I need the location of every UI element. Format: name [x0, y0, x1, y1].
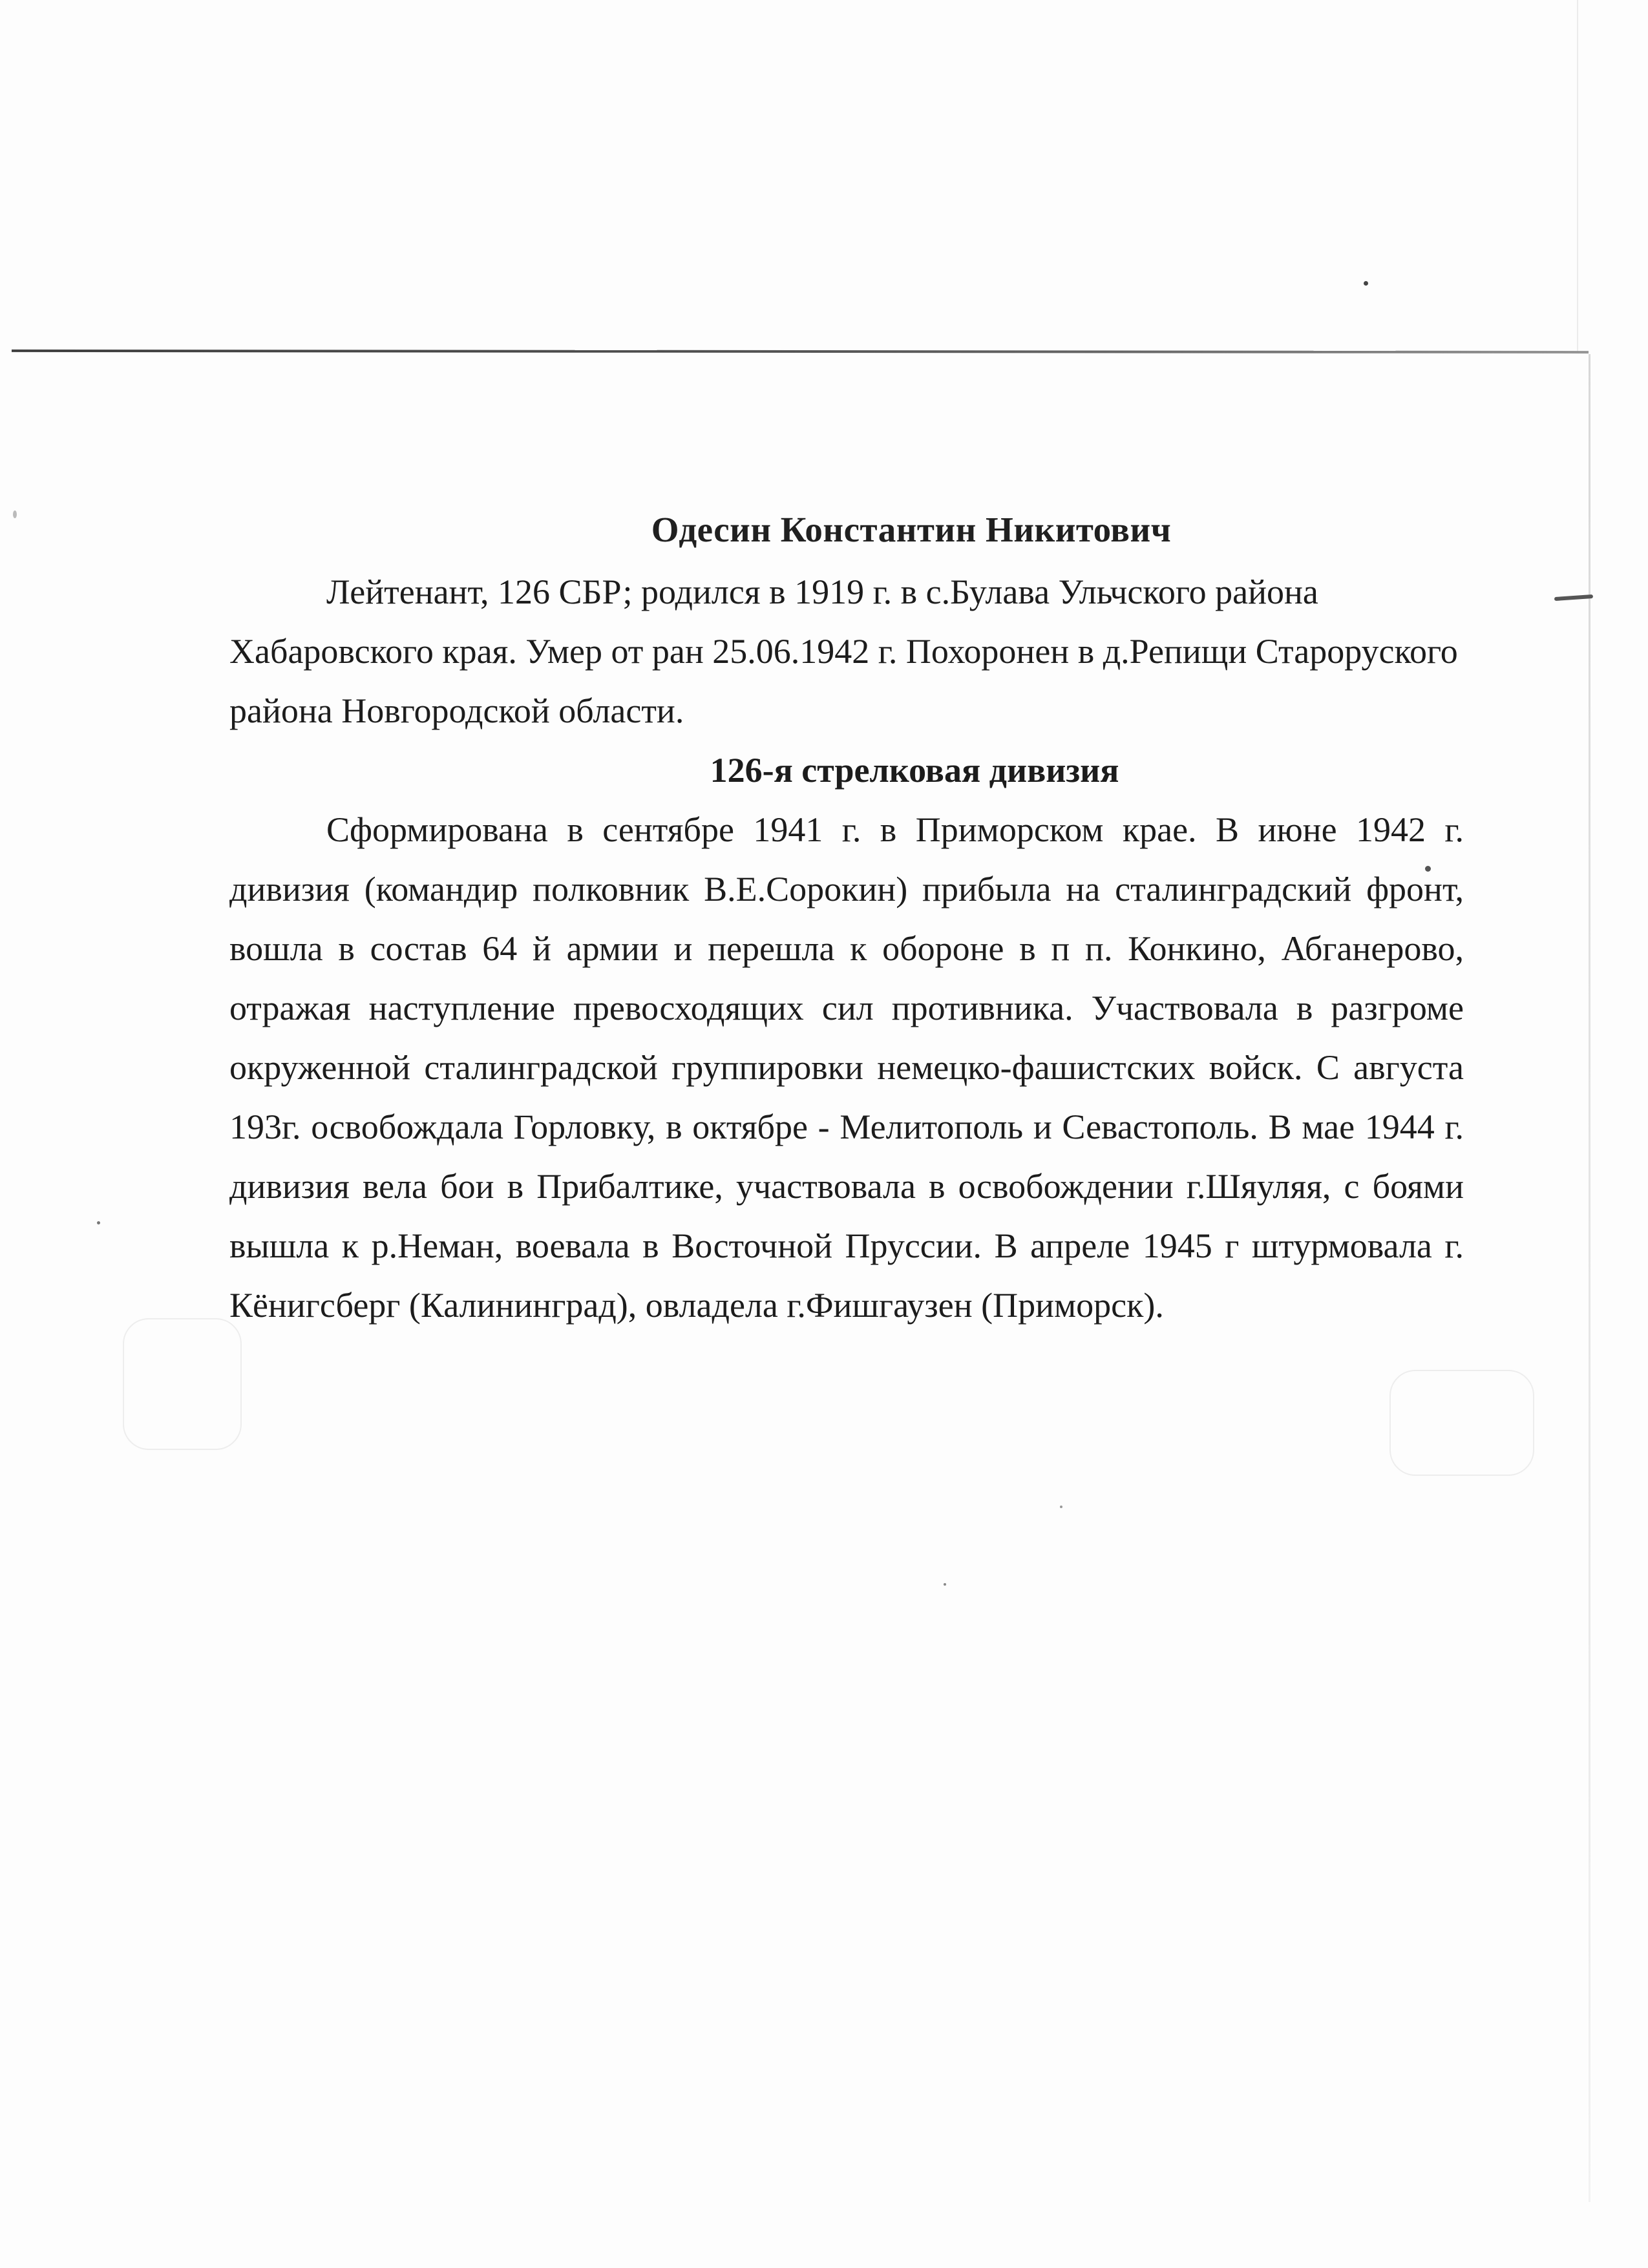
margin-mark: [1554, 594, 1593, 601]
scan-speck: [97, 1221, 100, 1224]
scan-speck: [1060, 1506, 1062, 1508]
division-history-paragraph: Сформирована в сентябре 1941 г. в Приморском крае. В июне 1942 г. дивизия (командир полковник В.Е.Сорокин) прибыла на сталинградский фронт, вошла в состав 64 й армии и перешла к обороне в п п. Конкино, Абганерово, отражая наступление превосходящих сил противника. Участвовала в разгроме окруженной сталинградской группировки немецко-фашистских войск. С августа 193г. освобождала Горловку, в октябре - Мелитополь и Севастополь. В мае 1944 г. дивизия вела бои в Прибалтике, участвовала в освобождении г.Шяуляя, с боями вышла к р.Неман, воевала в Восточной Пруссии. В апреле 1945 г штурмовала г. Кёнигсберг (Калининград), овладела г.Фишгаузен (Приморск).: [229, 810, 1464, 1325]
paper-right-edge: [1589, 354, 1590, 2202]
scan-speck: [1364, 281, 1368, 286]
scan-smudge: [123, 1318, 242, 1450]
scan-edge: [1577, 0, 1578, 352]
document-body: [229, 498, 1464, 1335]
biography-paragraph: Лейтенант, 126 СБР; родился в 1919 г. в с.Булава Ульчского района Хабаровского края. Умер от ран 25.06.1942 г. Похоронен в д.Репищи Староруского района Новгородской области.: [229, 572, 1458, 730]
scan-smudge: [1389, 1370, 1534, 1476]
scan-speck: [13, 510, 17, 518]
person-name-heading: Одесин Константин Никитович: [651, 510, 1172, 549]
paper-edge-line: [12, 350, 1589, 353]
division-heading: 126-я стрелковая дивизия: [710, 751, 1119, 790]
scan-speck: [944, 1583, 946, 1586]
